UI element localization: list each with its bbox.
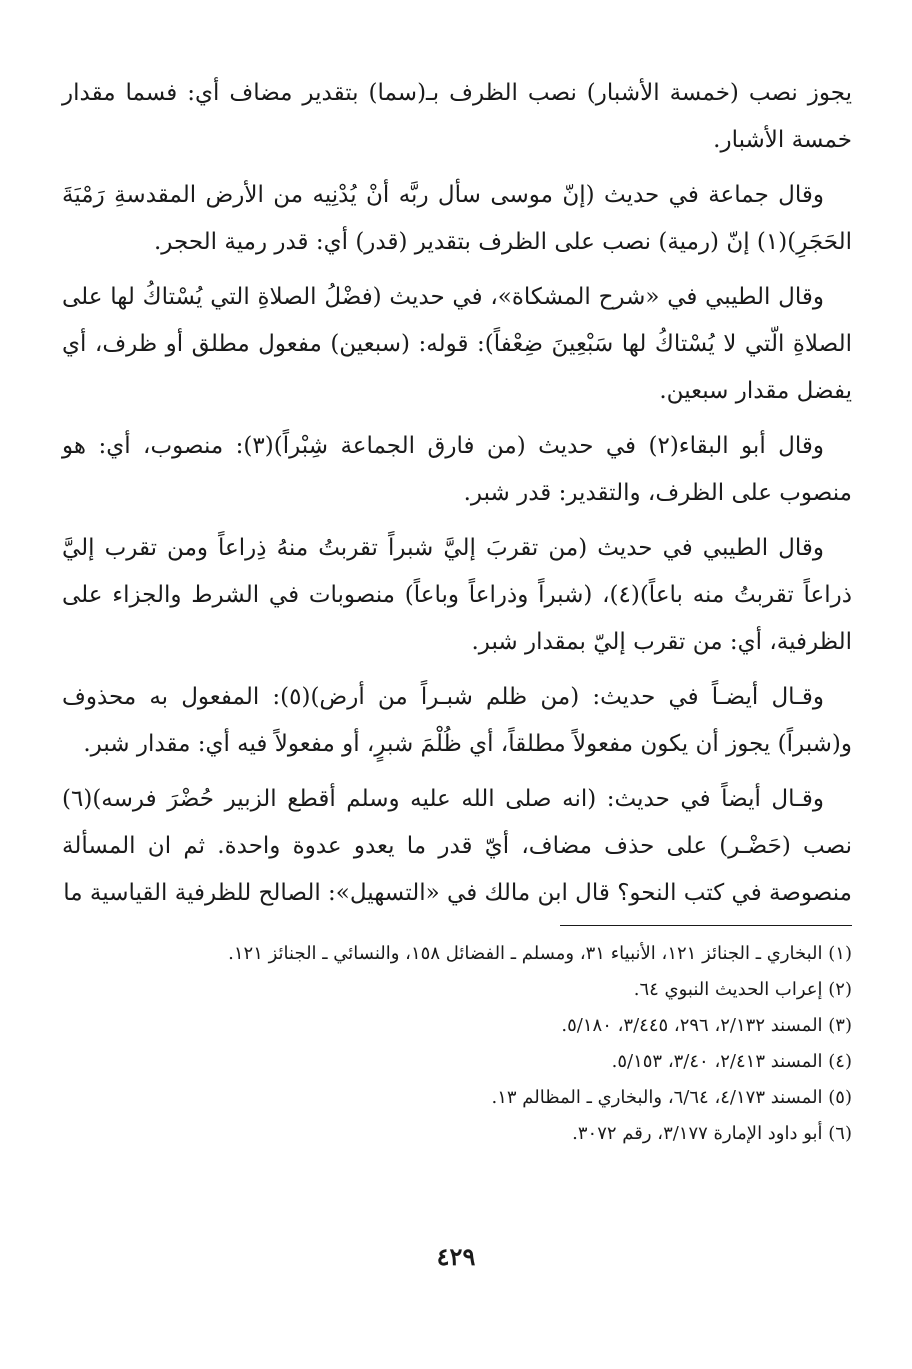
paragraph-6: وقـال أيضـاً في حديث: (من ظلم شبـراً من أرض)(٥): المفعول به محذوف و(شبراً) يجوز أن يكون مفعولاً مطلقاً، أي ظُلْمَ شبرٍ، أو مفعولاً فيه أي: مقدار شبر.	[62, 684, 852, 757]
paragraph-4: وقال أبو البقاء(٢) في حديث (من فارق الجماعة شِبْراً)(٣): منصوب، أي: هو منصوب على الظرف، والتقدير: قدر شبر.	[62, 433, 852, 506]
footnote-1: (١) البخاري ـ الجنائز ١٢١، الأنبياء ٣١، ومسلم ـ الفضائل ١٥٨، والنسائي ـ الجنائز ١٢١.	[228, 943, 852, 964]
footnotes-list	[62, 936, 852, 1152]
paragraph-7: وقـال أيضاً في حديث: (انه صلى الله عليه وسلم أقطع الزبير حُضْرَ فرسه)(٦) نصب (حَضْـر) على حذف مضاف، أيّ قدر ما يعدو عدوة واحدة. ثم ان المسألة منصوصة في كتب النحو؟ قال ابن مالك في «التسهيل»: الصالح للظرفية القياسية ما	[62, 786, 852, 906]
paragraph-2: وقال جماعة في حديث (إنّ موسى سأل ربَّه أنْ يُدْنِيه من الأرض المقدسةِ رَمْيَةَ الحَجَرِ)(١) إنّ (رمية) نصب على الظرف بتقدير (قدر) أي: قدر رمية الحجر.	[62, 182, 852, 255]
footnote-6: (٦) أبو داود الإمارة ٣/١٧٧، رقم ٣٠٧٢.	[572, 1123, 852, 1144]
footnote-5: (٥) المسند ٤/١٧٣، ٦/٦٤، والبخاري ـ المظالم ١٣.	[491, 1087, 852, 1108]
paragraph-3: وقال الطيبي في «شرح المشكاة»، في حديث (فضْلُ الصلاةِ التي يُسْتاكُ لها على الصلاةِ الّتي لا يُسْتاكُ لها سَبْعِينَ ضِعْفاً): قوله: (سبعين) مفعول مطلق أو ظرف، أي يفضل مقدار سبعين.	[62, 284, 852, 404]
footnote-divider	[560, 925, 852, 926]
paragraph-5: وقال الطيبي في حديث (من تقربَ إليَّ شبراً تقربتُ منهُ ذِراعاً ومن تقرب إليَّ ذراعاً تقربتُ منه باعاً)(٤)، (شبراً وذراعاً وباعاً) منصوبات في الشرط والجزاء على الظرفية، أي: من تقرب إليّ بمقدار شبر.	[62, 535, 853, 655]
footnote-3: (٣) المسند ٢/١٣٢، ٢٩٦، ٣/٤٤٥، ٥/١٨٠.	[561, 1015, 852, 1036]
footnote-4: (٤) المسند ٢/٤١٣، ٣/٤٠، ٥/١٥٣.	[611, 1051, 852, 1072]
page-body	[62, 70, 852, 1152]
footnote-2: (٢) إعراب الحديث النبوي ٦٤.	[633, 979, 852, 1000]
paragraph-1: يجوز نصب (خمسة الأشبار) نصب الظرف بـ(سما) بتقدير مضاف أي: فسما مقدار خمسة الأشبار.	[62, 80, 852, 153]
page-number: ٤٢٩	[436, 1242, 476, 1271]
